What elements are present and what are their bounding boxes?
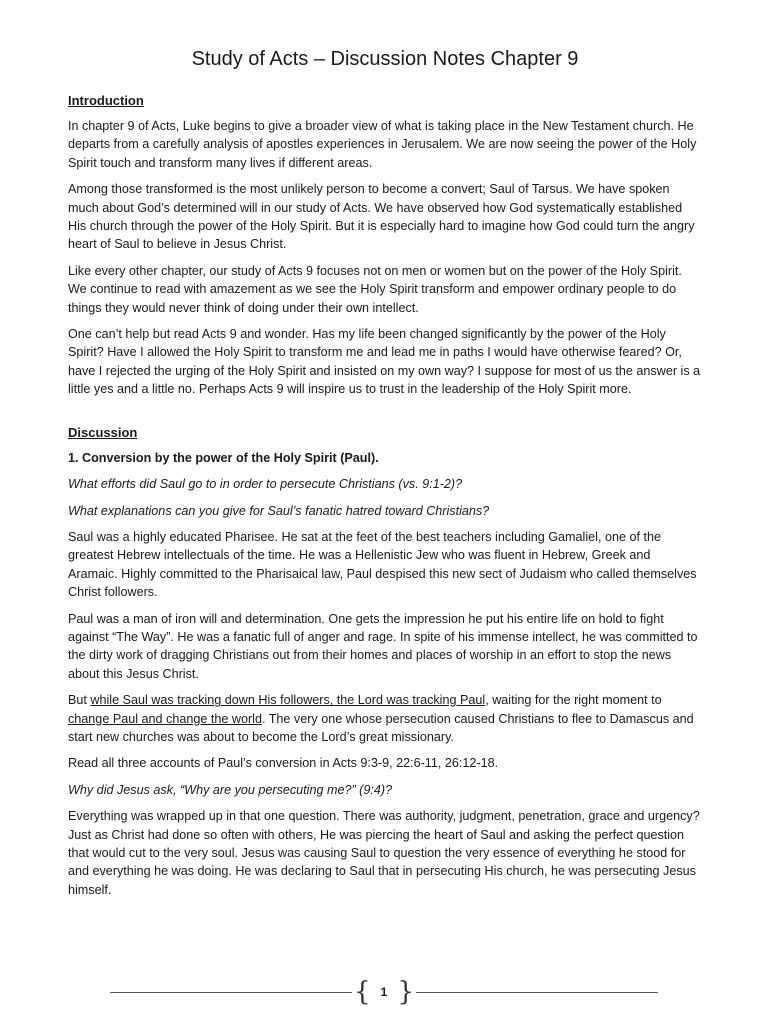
subheading: 1. Conversion by the power of the Holy Spirit (Paul). [68, 450, 379, 465]
page-footer [110, 978, 658, 1008]
paragraph: Like every other chapter, our study of Acts 9 focuses not on men or women but on the power of the Holy Spirit. We continue to read with amazement as we see the Holy Spirit transform and empower ordinary people to do things they would never think of doing under their own intellect. [68, 263, 682, 315]
underlined-text: change Paul and change the world [68, 711, 262, 726]
paragraph: Everything was wrapped up in that one question. There was authority, judgment, penetration, grace and urgency? Just as Christ had done so often with others, He was piercing the heart of Saul and asking the perfect question that would cut to the very soul. Jesus was causing Saul to question the very essence of everything he stood for and everything he was doing. He was declaring to Saul that in persecuting His church, he was persecuting Jesus himself. [68, 809, 700, 897]
text-run: But [68, 693, 91, 708]
section-heading-introduction: Introduction [68, 93, 144, 108]
page-title: Study of Acts – Discussion Notes Chapter 9 [191, 48, 579, 70]
underlined-text: while Saul was tracking down His followers, the Lord was tracking Paul [90, 693, 486, 708]
text-run: . The very one whose persecution caused Christians to flee to Damascus and start new churches was about to become the Lord’s great missionary. [68, 711, 694, 744]
left-brace-icon: { [354, 977, 371, 1007]
section-heading-discussion: Discussion [68, 424, 138, 440]
spacer [68, 407, 702, 425]
paragraph: Among those transformed is the most unlikely person to become a convert; Saul of Tarsus. We have spoken much about God’s determined will in our study of Acts. We have observed how God systematically established His church through the power of the Holy Spirit. But it is especially hard to imagine how God could turn the angry heart of Saul to believe in Jesus Christ. [68, 182, 695, 252]
question: Why did Jesus ask, “Why are you persecuting me?” (9:4)? [68, 782, 393, 797]
page-number: 1 [380, 985, 388, 999]
right-brace-icon: } [397, 977, 414, 1007]
paragraph: Paul was a man of iron will and determination. One gets the impression he put his entire life on hold to fight against “The Way”. He was a fanatic full of anger and rage. In spite of his immense intellect, he was committed to the dirty work of dragging Christians out from their homes and places of worship in an effort to stop the news about this Jesus Christ. [68, 611, 698, 681]
text-run: , waiting for the right moment to [485, 693, 662, 708]
paragraph: One can’t help but read Acts 9 and wonder. Has my life been changed significantly by the power of the Holy Spirit? Have I allowed the Holy Spirit to transform me and lead me in paths I would have otherwise feared? Or, have I rejected the urging of the Holy Spirit and insisted on my own way? I suppose for most of us the answer is a little yes and a little no. Perhaps Acts 9 will inspire us to trust in the leadership of the Holy Spirit more. [68, 327, 701, 397]
paragraph: Saul was a highly educated Pharisee. He sat at the feet of the best teachers including Gamaliel, one of the greatest Hebrew intellectuals of the time. He was a Hellenistic Jew who was fluent in Hebrew, Greek and Aramaic. Highly committed to the Pharisaical law, Paul despised this new sect of Judaism who called themselves Christ followers. [68, 529, 697, 600]
question: What explanations can you give for Saul’s fanatic hatred toward Christians? [68, 503, 490, 518]
paragraph [68, 691, 702, 746]
question: What efforts did Saul go to in order to persecute Christians (vs. 9:1-2)? [68, 477, 463, 492]
paragraph: In chapter 9 of Acts, Luke begins to give a broader view of what is taking place in the New Testament church. He departs from a carefully analysis of apostles experiences in Jerusalem. We are now seeing the power of the Holy Spirit touch and transform many lives if different areas. [68, 119, 697, 170]
paragraph: Read all three accounts of Paul’s conversion in Acts 9:3-9, 22:6-11, 26:12-18. [68, 756, 499, 771]
